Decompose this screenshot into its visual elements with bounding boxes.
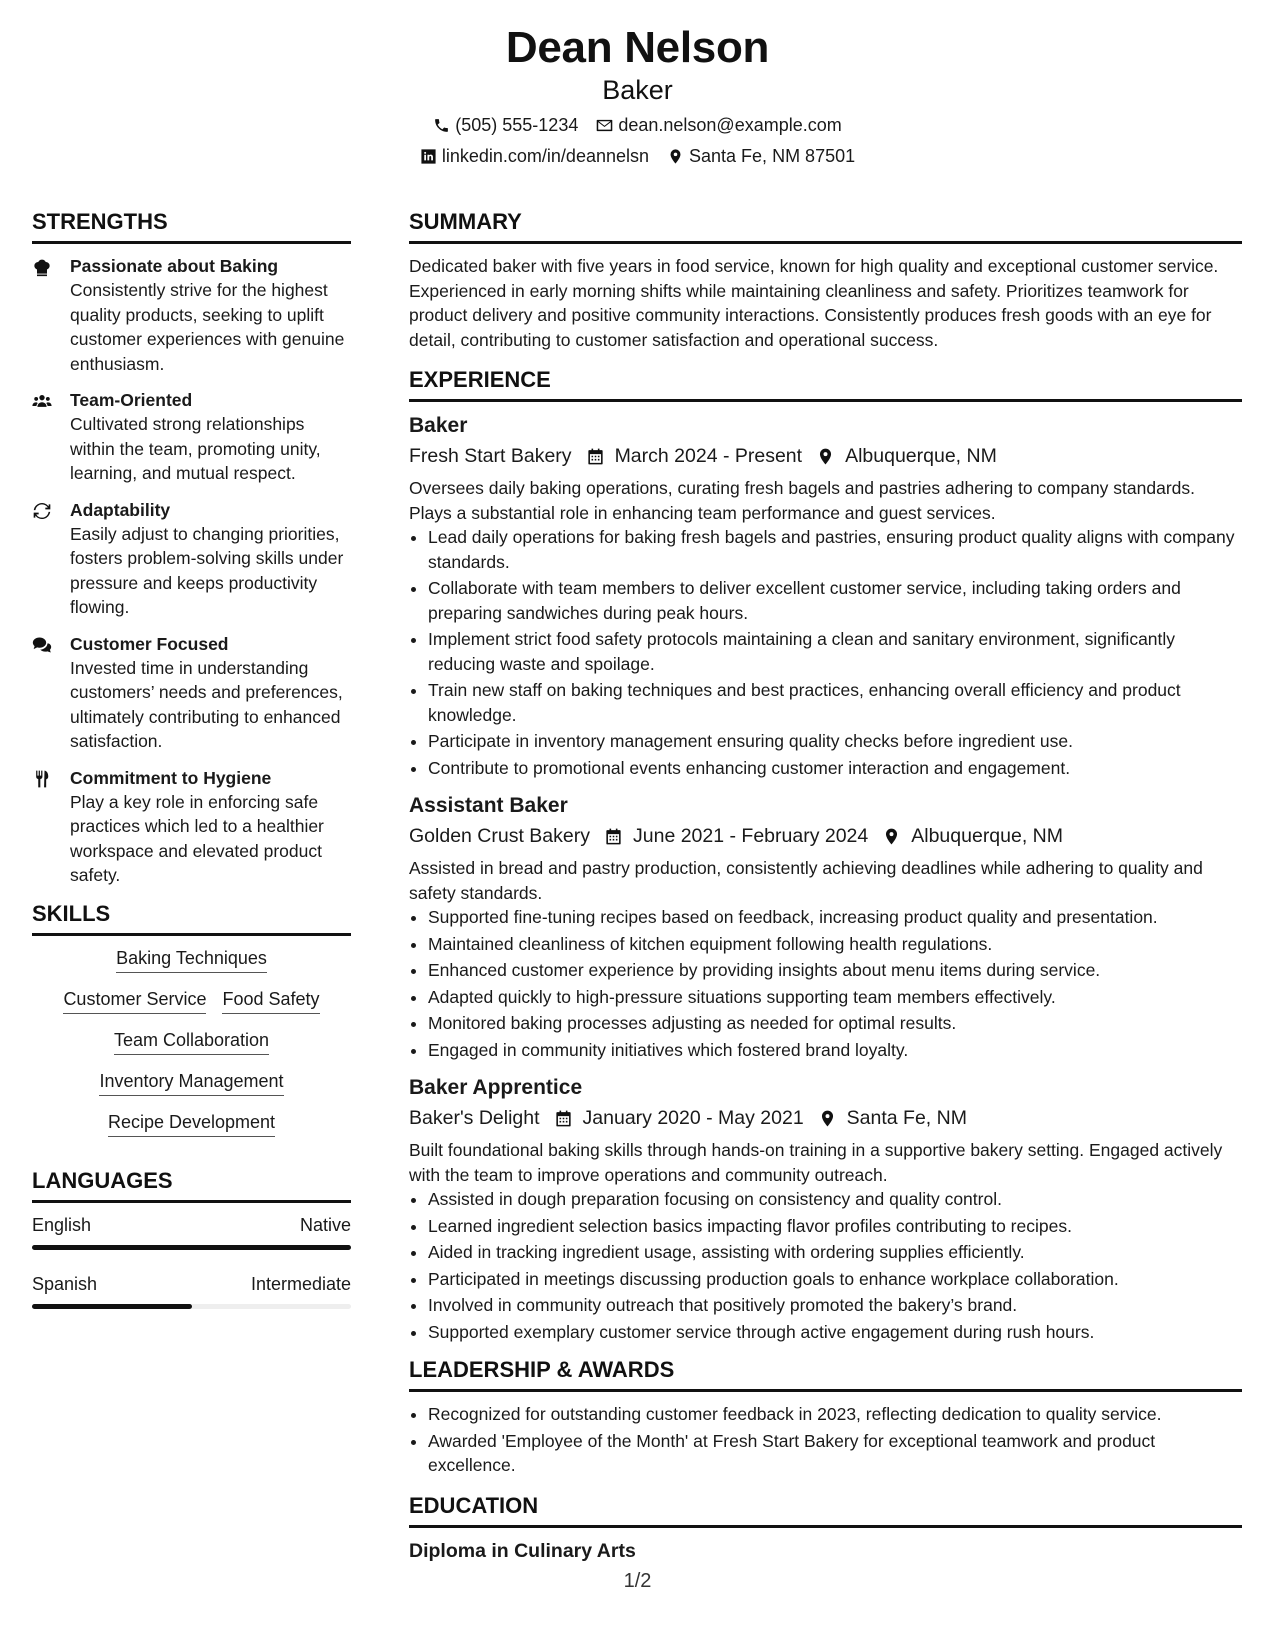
job-dates: January 2020 - May 2021 — [582, 1107, 804, 1129]
languages-heading: LANGUAGES — [32, 1167, 351, 1203]
candidate-title: Baker — [602, 75, 673, 105]
job-dates: June 2021 - February 2024 — [633, 825, 869, 847]
contact-email[interactable] — [596, 113, 841, 137]
right-column — [409, 208, 1242, 1564]
skill-tag: Recipe Development — [108, 1110, 275, 1137]
strengths-heading: STRENGTHS — [32, 208, 351, 244]
skill-tag: Customer Service — [63, 987, 206, 1014]
education-heading: EDUCATION — [409, 1492, 1242, 1528]
language-proficiency-fill — [32, 1304, 192, 1309]
job-company: Fresh Start Bakery — [409, 445, 572, 467]
job-description: Assisted in bread and pastry production, consistently achieving deadlines while adhering to quality and safety standards. — [409, 858, 1203, 903]
calendar-icon — [554, 1109, 573, 1128]
job-entry — [409, 792, 1242, 1062]
job-bullet: • Implement strict food safety protocols maintaining a clean and sanitary environment, significantly reducing waste and spoilage. — [428, 627, 1242, 676]
language-item — [32, 1213, 351, 1250]
job-bullet: • Collaborate with team members to deliver excellent customer service, including taking orders and preparing sandwiches during peak hours. — [428, 576, 1242, 625]
utensils-icon — [32, 769, 52, 789]
contact-row-1 — [0, 113, 1275, 137]
job-bullets — [409, 1187, 1242, 1344]
strength-item — [32, 498, 351, 620]
job-bullet: • Engaged in community initiatives which fostered brand loyalty. — [428, 1038, 1242, 1063]
calendar-icon — [586, 447, 605, 466]
location-text: Santa Fe, NM 87501 — [689, 146, 856, 166]
summary-heading: SUMMARY — [409, 208, 1242, 244]
job-bullet: • Train new staff on baking techniques and best practices, enhancing overall efficiency and product knowledge. — [428, 678, 1242, 727]
job-entry — [409, 1074, 1242, 1344]
job-dates: March 2024 - Present — [614, 445, 803, 467]
calendar-icon — [604, 827, 623, 846]
job-bullets — [409, 525, 1242, 780]
map-pin-icon — [882, 827, 901, 846]
skills-list — [32, 946, 351, 1137]
summary-text: Dedicated baker with five years in food service, known for high quality and exceptional customer service. Experienced in early morning shifts while maintaining cleanliness and safety. Prioritizes teamwork for product delivery and positive community interactions. Consistently produces fresh goods with an eye for detail, contributing to customer satisfaction and operational success. — [409, 256, 1219, 350]
job-bullet: • Lead daily operations for baking fresh bagels and pastries, ensuring product quality aligns with company standards. — [428, 525, 1242, 574]
job-title: Baker — [409, 414, 468, 437]
strength-desc: Play a key role in enforcing safe practices which led to a healthier workspace and elevated product safety. — [70, 791, 324, 885]
contact-location — [667, 144, 855, 168]
job-bullet: • Assisted in dough preparation focusing on consistency and quality control. — [428, 1187, 1242, 1212]
award-bullet: • Awarded 'Employee of the Month' at Fresh Start Bakery for exceptional teamwork and product excellence. — [428, 1429, 1242, 1478]
language-proficiency-fill — [32, 1245, 351, 1250]
language-proficiency-bar — [32, 1304, 351, 1309]
job-location: Albuquerque, NM — [911, 825, 1064, 847]
contact-row-2 — [0, 144, 1275, 168]
job-title: Assistant Baker — [409, 794, 568, 817]
resume-header — [0, 22, 1275, 168]
strength-title: Customer Focused — [70, 633, 229, 654]
skill-tag: Inventory Management — [99, 1069, 283, 1096]
experience-heading: EXPERIENCE — [409, 366, 1242, 402]
job-bullet: • Involved in community outreach that positively promoted the bakery’s brand. — [428, 1293, 1242, 1318]
job-bullet: • Participate in inventory management ensuring quality checks before ingredient use. — [428, 729, 1242, 754]
job-bullet: • Learned ingredient selection basics impacting flavor profiles contributing to recipes. — [428, 1214, 1242, 1239]
job-bullet: • Supported fine-tuning recipes based on feedback, increasing product quality and presentation. — [428, 905, 1242, 930]
job-meta — [409, 822, 1242, 850]
strength-item — [32, 766, 351, 888]
email-link[interactable]: dean.nelson@example.com — [618, 115, 842, 135]
job-bullet: • Monitored baking processes adjusting as needed for optimal results. — [428, 1011, 1242, 1036]
job-bullet: • Adapted quickly to high-pressure situations supporting team members effectively. — [428, 985, 1242, 1010]
language-level: Intermediate — [250, 1273, 351, 1294]
strength-item — [32, 388, 351, 486]
strength-desc: Cultivated strong relationships within the team, promoting unity, learning, and mutual respect. — [70, 414, 321, 483]
job-meta — [409, 442, 1242, 470]
people-group-icon — [32, 391, 52, 411]
contact-linkedin[interactable] — [420, 144, 649, 168]
linkedin-link[interactable]: linkedin.com/in/deannelsn — [441, 146, 650, 166]
job-entry — [409, 412, 1242, 780]
language-item — [32, 1272, 351, 1309]
job-bullet: • Enhanced customer experience by providing insights about menu items during service. — [428, 958, 1242, 983]
strength-title: Team-Oriented — [70, 390, 193, 410]
envelope-icon — [596, 117, 613, 134]
strength-desc: Invested time in understanding customers’ needs and preferences, ultimately contributing to enhanced satisfaction. — [70, 657, 343, 751]
job-location: Albuquerque, NM — [845, 445, 997, 467]
map-pin-icon — [818, 1109, 837, 1128]
job-location: Santa Fe, NM — [846, 1107, 967, 1129]
strength-item — [32, 632, 351, 754]
page-number: 1/2 — [623, 1570, 652, 1592]
language-name: English — [32, 1214, 92, 1235]
phone-text: (505) 555-1234 — [455, 115, 579, 135]
skill-tag: Food Safety — [222, 987, 319, 1014]
map-pin-icon — [667, 148, 684, 165]
strength-title: Passionate about Baking — [70, 256, 279, 276]
job-bullet: • Participated in meetings discussing production goals to enhance workplace collaboration. — [428, 1267, 1242, 1292]
strengths-list — [32, 254, 351, 888]
chat-bubbles-icon — [32, 635, 52, 655]
strength-desc: Easily adjust to changing priorities, fosters problem-solving skills under pressure and keeps productivity flowing. — [70, 523, 344, 617]
job-bullet: • Contribute to promotional events enhancing customer interaction and engagement. — [428, 756, 1242, 781]
contact-phone — [433, 113, 578, 137]
job-bullet: • Supported exemplary customer service through active engagement during rush hours. — [428, 1320, 1242, 1345]
job-company: Golden Crust Bakery — [409, 825, 590, 847]
job-bullets — [409, 905, 1242, 1062]
language-proficiency-bar — [32, 1245, 351, 1250]
skill-tag: Baking Techniques — [116, 946, 267, 973]
language-level: Native — [299, 1214, 351, 1235]
skill-tag: Team Collaboration — [114, 1028, 269, 1055]
left-column — [32, 208, 351, 1331]
refresh-icon — [32, 501, 52, 521]
candidate-name: Dean Nelson — [505, 23, 770, 72]
phone-icon — [433, 117, 450, 134]
map-pin-icon — [816, 447, 835, 466]
linkedin-icon — [420, 148, 437, 165]
language-name: Spanish — [32, 1273, 98, 1294]
job-description: Built foundational baking skills through hands-on training in a supportive bakery setting. Engaged actively with the team to improve operations and community outreach. — [409, 1140, 1223, 1185]
strength-title: Adaptability — [70, 499, 171, 520]
strength-item — [32, 254, 351, 376]
job-title: Baker Apprentice — [409, 1076, 583, 1099]
job-description: Oversees daily baking operations, curating fresh bagels and pastries adhering to company standards. Plays a substantial role in enhancing team performance and guest services. — [409, 478, 1196, 523]
awards-heading: LEADERSHIP & AWARDS — [409, 1356, 1242, 1392]
job-company: Baker's Delight — [409, 1107, 540, 1129]
education-degree: Diploma in Culinary Arts — [409, 1539, 636, 1562]
award-bullet: • Recognized for outstanding customer feedback in 2023, reflecting dedication to quality service. — [428, 1402, 1242, 1427]
skills-heading: SKILLS — [32, 900, 351, 936]
job-bullet: • Maintained cleanliness of kitchen equipment following health regulations. — [428, 932, 1242, 957]
chef-hat-icon — [32, 257, 52, 277]
job-meta — [409, 1104, 1242, 1132]
awards-bullets — [409, 1402, 1242, 1478]
strength-desc: Consistently strive for the highest quality products, seeking to uplift customer experiences with genuine enthusiasm. — [70, 280, 345, 374]
strength-title: Commitment to Hygiene — [70, 767, 272, 788]
job-bullet: • Aided in tracking ingredient usage, assisting with ordering supplies efficiently. — [428, 1240, 1242, 1265]
